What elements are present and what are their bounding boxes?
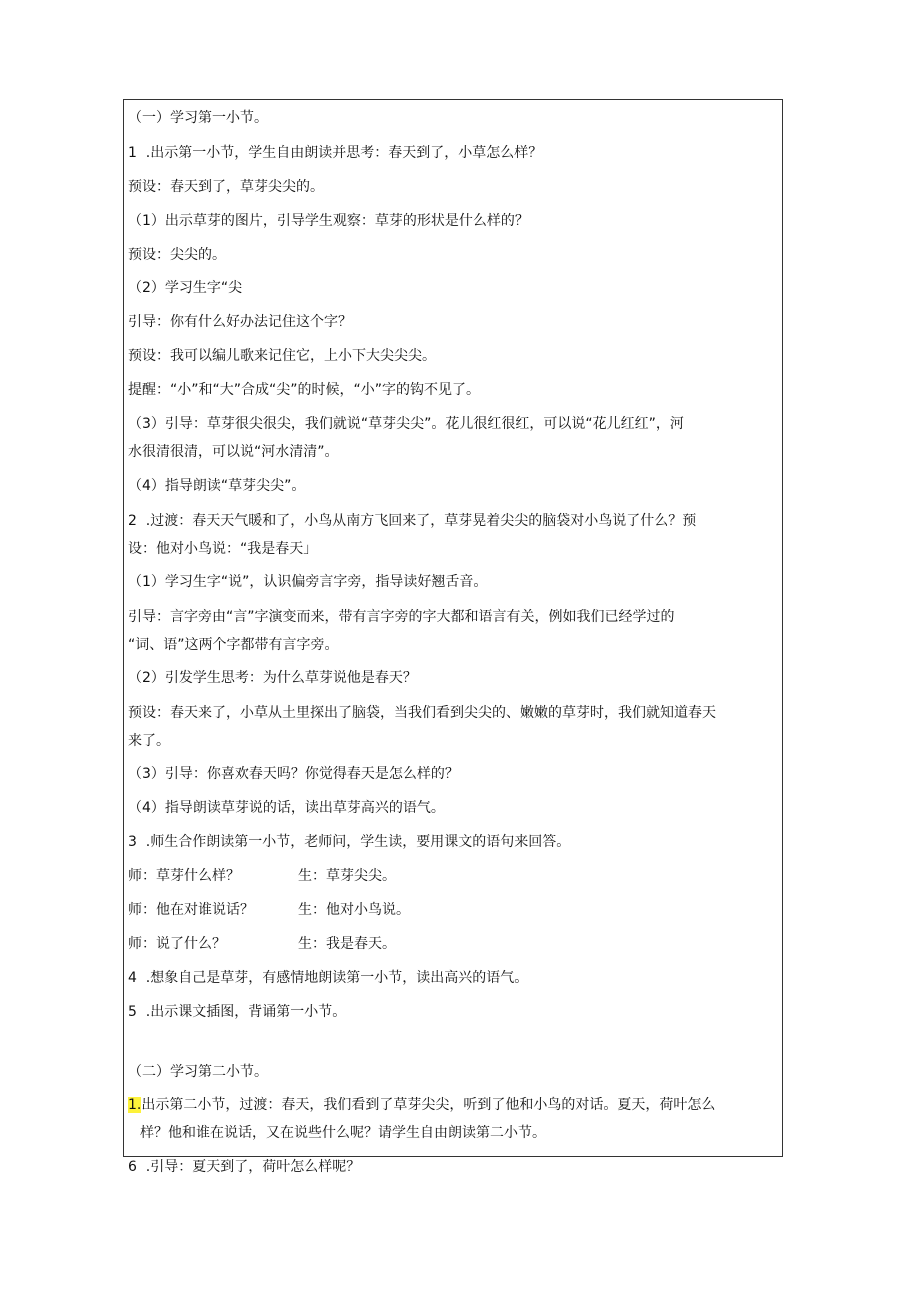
guide-2: 引导：言字旁由“言”字演变而来，带有言字旁的字大都和语言有关，例如我们已经学过的 (128, 609, 675, 625)
teacher-question: 师：他在对谁说话？ (128, 902, 254, 918)
sub-step-3-cont: 水很清很清，可以说“河水清清”。 (128, 444, 339, 460)
teacher-question: 师：草芽什么样？ (128, 868, 240, 884)
student-answer: 生：我是春天。 (298, 936, 396, 952)
step-3: 3 .师生合作朗读第一小节，老师问，学生读，要用课文的语句来回答。 (128, 834, 571, 850)
step-5: 5 .出示课文插图，背诵第一小节。 (128, 1004, 347, 1020)
student-answer: 生：他对小鸟说。 (298, 902, 410, 918)
step-1: 1 .出示第一小节，学生自由朗读并思考：春天到了，小草怎么样？ (128, 145, 543, 161)
step-4: 4 .想象自己是草芽，有感情地朗读第一小节，读出高兴的语气。 (128, 970, 529, 986)
step-2: 2 .过渡：春天天气暖和了，小鸟从南方飞回来了，草芽晃着尖尖的脑袋对小鸟说了什么？预 (128, 513, 697, 529)
preset-4: 预设：春天来了，小草从土里探出了脑袋，当我们看到尖尖的、嫩嫩的草芽时，我们就知道春天 (128, 705, 716, 721)
dialog-row (128, 900, 528, 920)
sub-step-2-2: （2）引发学生思考：为什么草芽说他是春天？ (128, 670, 417, 686)
section-1-title: （一）学习第一小节。 (128, 110, 268, 126)
preset-2: 预设：尖尖的。 (128, 247, 226, 263)
sub-step-4: （4）指导朗读“草芽尖尖”。 (128, 478, 306, 494)
section-2-step-1-text: 出示第二小节，过渡：春天，我们看到了草芽尖尖，听到了他和小鸟的对话。夏天，荷叶怎么 (141, 1097, 716, 1113)
guide-1: 引导：你有什么好办法记住这个字？ (128, 314, 352, 330)
teacher-question: 师：说了什么？ (128, 936, 226, 952)
highlighted-number: 1. (128, 1097, 142, 1113)
section-2-step-1-cont: 样？他和谁在说话，又在说些什么呢？请学生自由朗读第二小节。 (140, 1125, 546, 1141)
guide-2-cont: “词、语”这两个字都带有言字旁。 (128, 637, 339, 653)
preset-3: 预设：我可以编儿歌来记住它，上小下大尖尖尖。 (128, 348, 436, 364)
sub-step-2-1: （1）学习生字“说”，认识偏旁言字旁，指导读好翘舌音。 (128, 574, 488, 590)
sub-step-2-3: （3）引导：你喜欢春天吗？你觉得春天是怎么样的？ (128, 766, 459, 782)
sub-step-3: （3）引导：草芽很尖很尖，我们就说“草芽尖尖”。花儿很红很红，可以说“花儿红红”，河 (128, 416, 684, 432)
step-2-cont: 设：他对小鸟说：“我是春天」 (128, 541, 318, 557)
sub-step-1: （1）出示草芽的图片，引导学生观察：草芽的形状是什么样的？ (128, 213, 529, 229)
sub-step-2: （2）学习生字“尖 (128, 280, 243, 296)
student-answer: 生：草芽尖尖。 (298, 868, 396, 884)
dialog-row (128, 934, 528, 954)
section-2-title: （二）学习第二小节。 (128, 1064, 268, 1080)
section-2-step-1 (128, 1095, 715, 1115)
section-2-step-6: 6 .引导：夏天到了，荷叶怎么样呢？ (128, 1159, 361, 1175)
sub-step-2-4: （4）指导朗读草芽说的话，读出草芽高兴的语气。 (128, 800, 445, 816)
preset-4-cont: 来了。 (128, 733, 170, 749)
preset-1: 预设：春天到了，草芽尖尖的。 (128, 179, 324, 195)
reminder: 提醒：“小”和“大”合成“尖”的时候，“小”字的钩不见了。 (128, 382, 481, 398)
dialog-row (128, 866, 528, 886)
